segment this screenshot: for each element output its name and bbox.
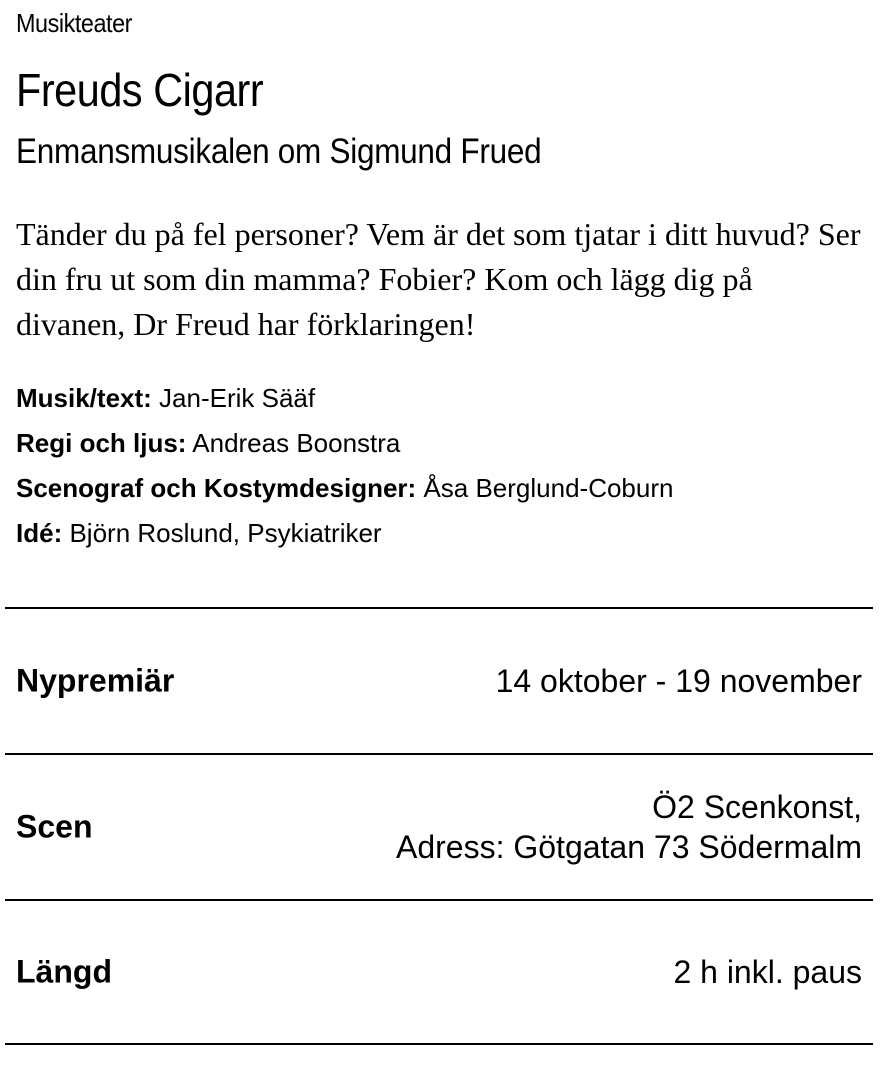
credit-idea bbox=[16, 511, 673, 556]
info-value-length: 2 h inkl. paus bbox=[673, 954, 862, 990]
credit-value: Björn Roslund, Psykiatriker bbox=[69, 518, 382, 548]
event-title: Freuds Cigarr bbox=[16, 64, 264, 116]
credit-scenography-costume bbox=[16, 466, 673, 511]
stage-venue: Ö2 Scenkonst, bbox=[652, 789, 862, 825]
info-label-premiere: Nypremiär bbox=[16, 662, 175, 699]
info-row-length bbox=[5, 899, 873, 1045]
info-label-stage: Scen bbox=[16, 808, 93, 845]
credit-label: Musik/text: bbox=[16, 383, 152, 413]
credit-label: Regi och ljus: bbox=[16, 428, 187, 458]
info-row-premiere bbox=[5, 607, 873, 753]
event-description: Tänder du på fel personer? Vem är det som tjatar i ditt huvud? Ser din fru ut som din mamma? Fobier? Kom och lägg dig på divanen, Dr Freud har förklaringen! bbox=[16, 216, 861, 342]
credit-label: Idé: bbox=[16, 518, 63, 548]
credit-value: Jan-Erik Sääf bbox=[159, 383, 316, 413]
info-row-stage bbox=[5, 753, 873, 899]
info-label-length: Längd bbox=[16, 953, 112, 990]
event-subtitle: Enmansmusikalen om Sigmund Frued bbox=[16, 132, 542, 171]
info-value-premiere: 14 oktober - 19 november bbox=[495, 663, 862, 699]
credit-value: Åsa Berglund-Coburn bbox=[423, 473, 674, 503]
stage-address: Adress: Götgatan 73 Södermalm bbox=[395, 829, 862, 865]
credit-direction-light bbox=[16, 421, 673, 466]
event-info-table bbox=[5, 607, 873, 1045]
info-value-stage bbox=[396, 787, 862, 867]
credits-list bbox=[16, 376, 673, 556]
event-category: Musikteater bbox=[16, 8, 133, 38]
credit-music-text bbox=[16, 376, 673, 421]
credit-value: Andreas Boonstra bbox=[192, 428, 401, 458]
credit-label: Scenograf och Kostymdesigner: bbox=[16, 473, 417, 503]
